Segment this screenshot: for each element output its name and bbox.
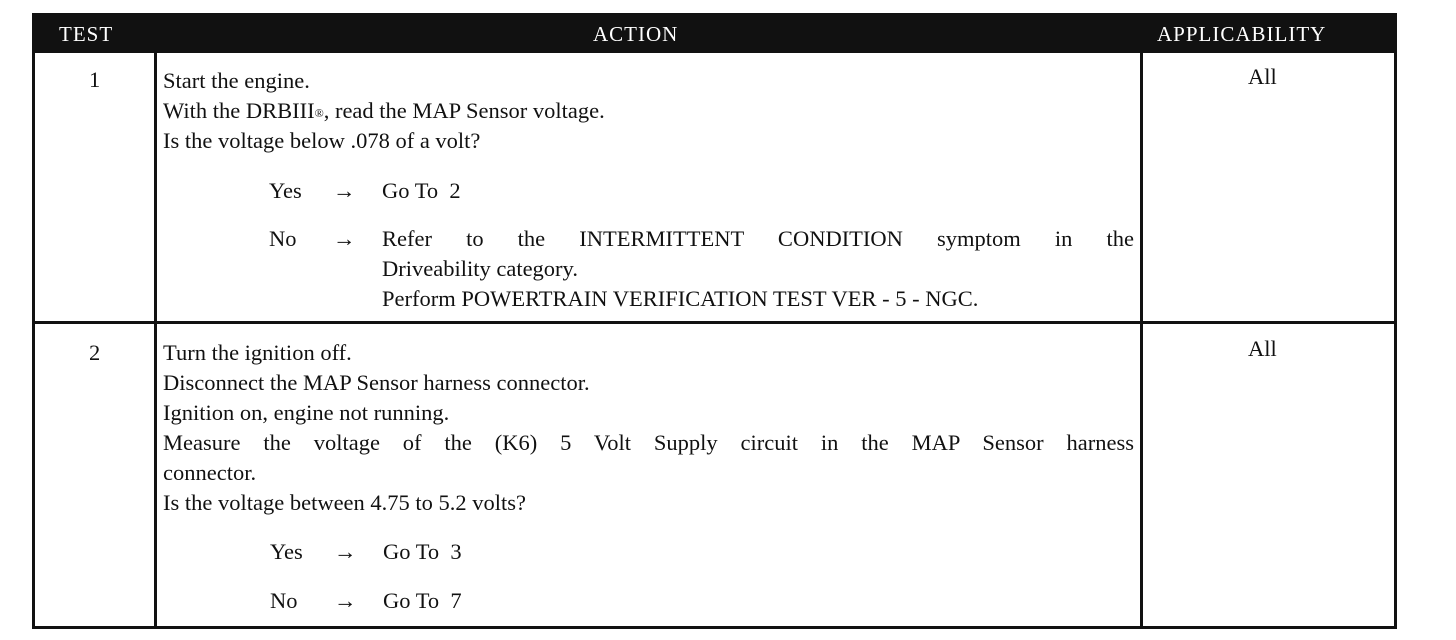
table-header	[35, 16, 1394, 53]
registered-mark: ®	[314, 106, 324, 120]
header-action: ACTION	[593, 22, 679, 46]
no-result-line: Driveability category.	[382, 256, 578, 281]
action-line: Ignition on, engine not running.	[163, 400, 450, 425]
arrow-icon: →	[333, 226, 356, 251]
action-question: Is the voltage between 4.75 to 5.2 volts?	[163, 490, 527, 515]
header-test: TEST	[59, 22, 114, 46]
no-label: No	[270, 588, 298, 613]
action-question: Is the voltage below .078 of a volt?	[163, 128, 481, 153]
diagnostic-test-table	[32, 13, 1397, 629]
test-number: 2	[89, 340, 101, 365]
arrow-icon: →	[333, 178, 356, 203]
test-number: 1	[89, 67, 101, 92]
applicability-value: All	[1248, 336, 1277, 361]
action-line: Start the engine.	[163, 68, 310, 93]
arrow-icon: →	[334, 588, 357, 613]
column-divider-action	[1140, 53, 1143, 629]
yes-label: Yes	[270, 539, 303, 564]
header-applicability: APPLICABILITY	[1157, 22, 1327, 46]
no-result-line: Refer to the INTERMITTENT CONDITION symptom in the	[382, 226, 1134, 251]
no-result: Go To 7	[383, 588, 462, 613]
yes-label: Yes	[269, 178, 302, 203]
yes-result: Go To 2	[382, 178, 461, 203]
action-line: With the DRBIII®, read the MAP Sensor voltage.	[163, 98, 605, 123]
yes-result: Go To 3	[383, 539, 462, 564]
row-divider	[35, 321, 1394, 324]
action-line: connector.	[163, 460, 257, 485]
action-line: Measure the voltage of the (K6) 5 Volt Supply circuit in the MAP Sensor harness	[163, 430, 1134, 455]
applicability-value: All	[1248, 64, 1277, 89]
no-label: No	[269, 226, 297, 251]
arrow-icon: →	[334, 539, 357, 564]
no-result-line: Perform POWERTRAIN VERIFICATION TEST VER - 5 - NGC.	[382, 286, 979, 311]
column-divider-test	[154, 53, 157, 629]
action-line: Disconnect the MAP Sensor harness connector.	[163, 370, 590, 395]
action-line: Turn the ignition off.	[163, 340, 352, 365]
